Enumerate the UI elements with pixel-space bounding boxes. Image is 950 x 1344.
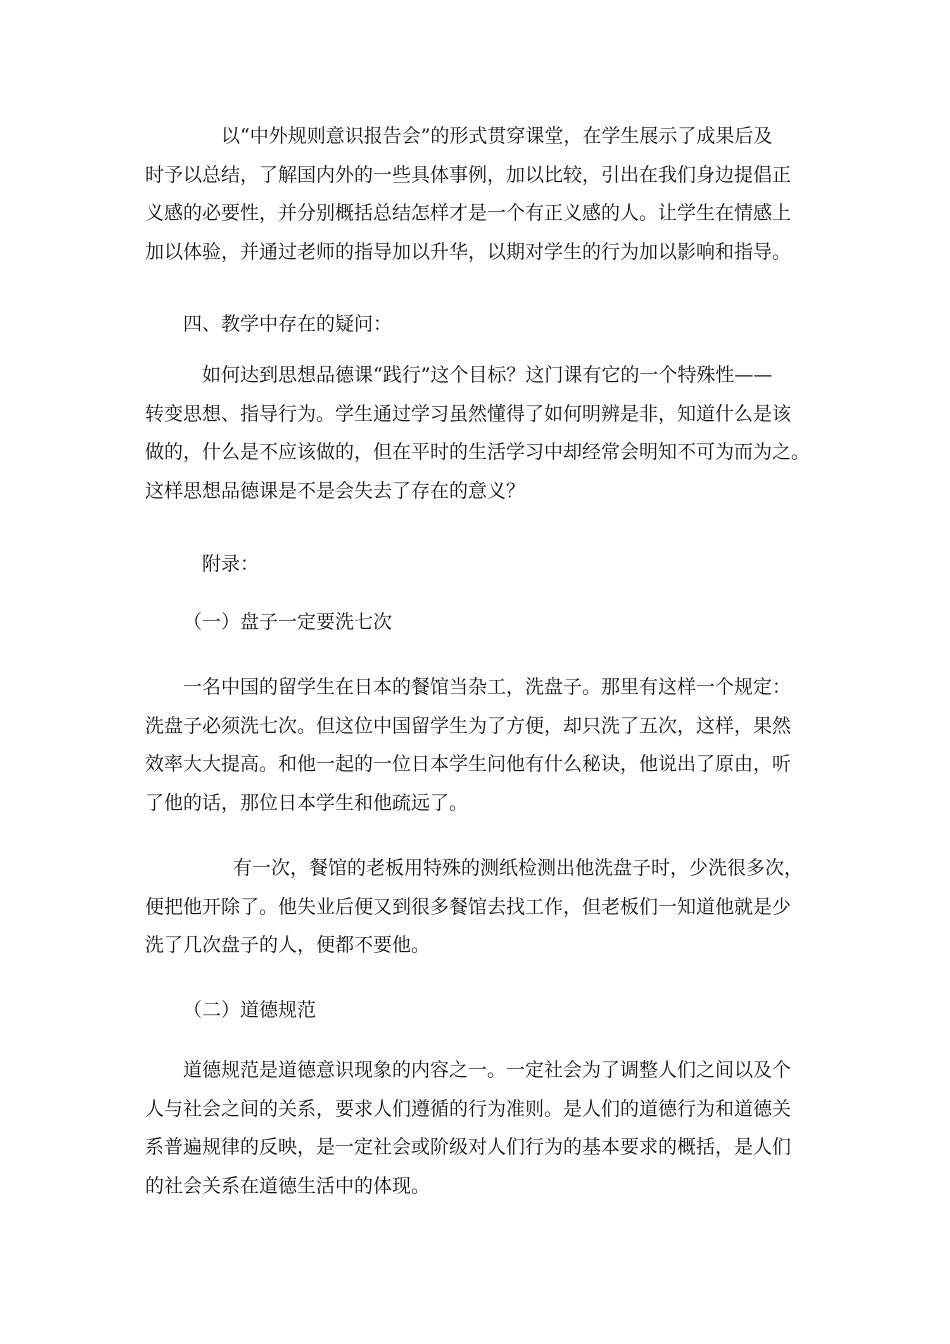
text-line: 了他的话，那位日本学生和他疏远了。 [145, 791, 469, 814]
text-line: 时予以总结，了解国内外的一些具体事例，加以比较，引出在我们身边提倡正 [145, 163, 792, 186]
text-line: 义感的必要性，并分别概括总结怎样才是一个有正义感的人。让学生在情感上 [145, 202, 792, 224]
paragraph-questions [145, 356, 810, 510]
text-line: 以“中外规则意识报告会”的形式贯穿课堂，在学生展示了成果后及 [221, 125, 773, 147]
text-line: 道德规范是道德意识现象的内容之一。一定社会为了调整人们之间以及个 [183, 1059, 792, 1081]
text-line: 加以体验，并通过老师的指导加以升华，以期对学生的行为加以影响和指导。 [145, 240, 792, 263]
paragraph-plates-story [145, 668, 810, 822]
section-title-moral-norms: （二）道德规范 [183, 999, 317, 1021]
text-line: 的社会关系在道德生活中的体现。 [145, 1174, 431, 1197]
paragraph-report-meeting [145, 117, 810, 271]
text-line: 一名中国的留学生在日本的餐馆当杂工，洗盘子。那里有这样一个规定： [183, 676, 792, 698]
appendix-label: 附录： [202, 553, 260, 575]
text-line: 有一次，餐馆的老板用特殊的测纸检测出他洗盘子时，少洗很多次， [233, 857, 804, 879]
text-line: 转变思想、指导行为。学生通过学习虽然懂得了如何明辨是非，知道什么是该 [145, 402, 792, 425]
text-line: 做的，什么是不应该做的，但在平时的生活学习中却经常会明知不可为而为之。 [145, 441, 811, 463]
paragraph-plates-outcome [145, 849, 810, 965]
text-line: 系普遍规律的反映，是一定社会或阶级对人们行为的基本要求的概括，是人们 [145, 1136, 792, 1158]
text-line: 便把他开除了。他失业后便又到很多餐馆去找工作，但老板们一知道他就是少 [145, 895, 792, 918]
text-line: 效率大大提高。和他一起的一位日本学生问他有什么秘诀，他说出了原由，听 [145, 753, 792, 775]
text-line: 人与社会之间的关系，要求人们遵循的行为准则。是人们的道德行为和道德关 [145, 1097, 792, 1120]
section-heading-questions: 四、教学中存在的疑问： [183, 313, 393, 335]
text-line: 如何达到思想品德课“践行”这个目标？这门课有它的一个特殊性—— [202, 364, 773, 386]
section-title-plates: （一）盘子一定要洗七次 [183, 611, 393, 633]
text-line: 洗了几次盘子的人，便都不要他。 [145, 934, 431, 956]
text-line: 洗盘子必须洗七次。但这位中国留学生为了方便，却只洗了五次，这样，果然 [145, 714, 792, 737]
text-line: 这样思想品德课是不是会失去了存在的意义？ [145, 479, 526, 502]
paragraph-moral-norms [145, 1051, 810, 1205]
